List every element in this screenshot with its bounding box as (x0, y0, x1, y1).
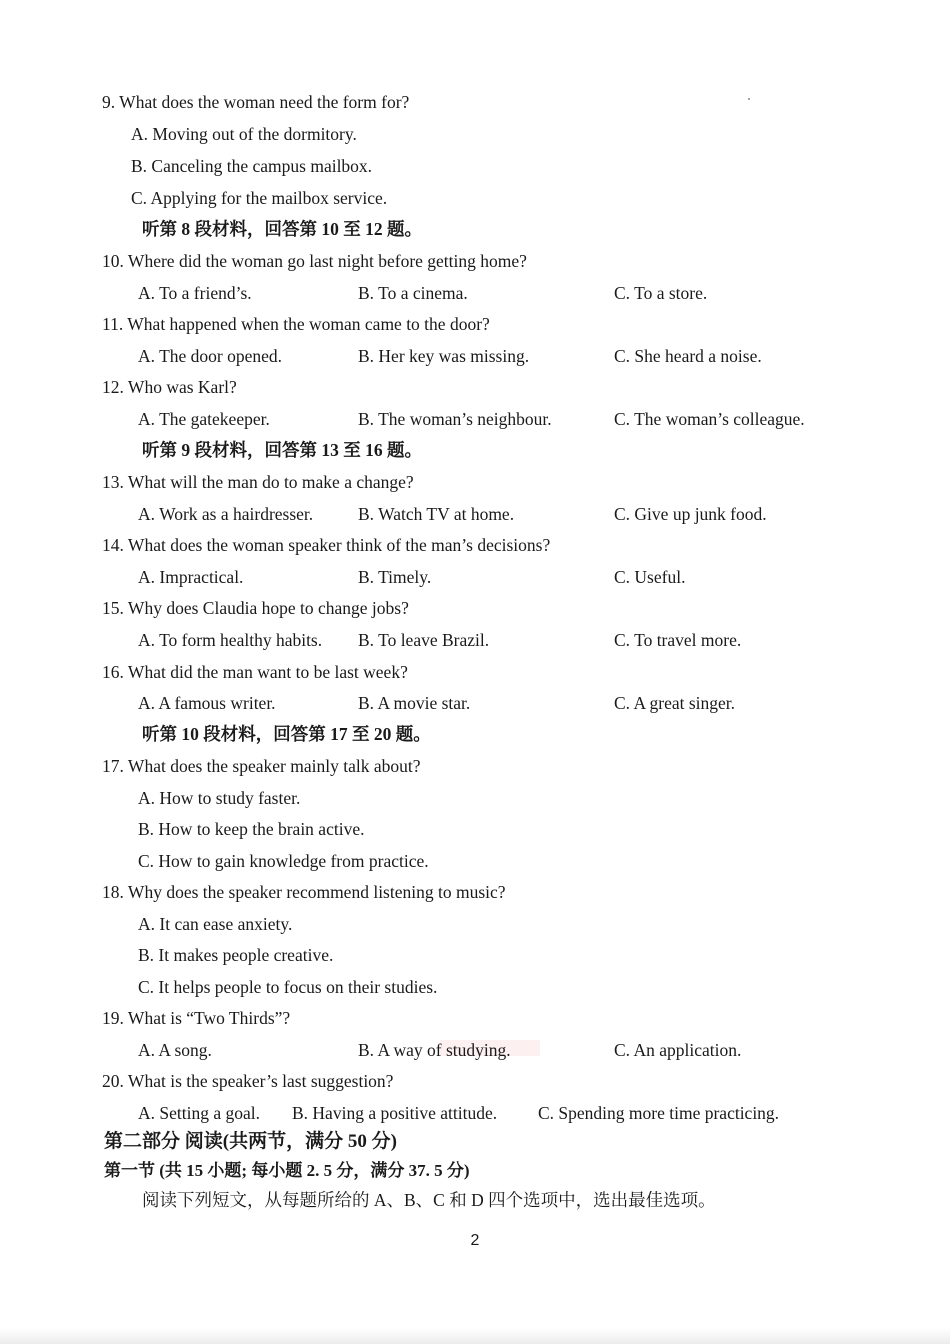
q16-option-b: B. A movie star. (358, 693, 471, 713)
q14-option-a: A. Impractical. (138, 567, 244, 587)
q15-option-c: C. To travel more. (614, 630, 742, 650)
q13-option-b: B. Watch TV at home. (358, 504, 515, 524)
q19-option-a: A. A song. (138, 1040, 212, 1060)
q11-option-a: A. The door opened. (138, 346, 283, 366)
q19-option-c: C. An application. (614, 1040, 742, 1060)
q12-option-b: B. The woman’s neighbour. (358, 409, 552, 429)
question-15: 15. Why does Claudia hope to change jobs? (102, 598, 409, 618)
q10-option-b: B. To a cinema. (358, 283, 468, 303)
question-11: 11. What happened when the woman came to the door? (102, 314, 490, 334)
question-16: 16. What did the man want to be last week? (102, 662, 408, 682)
q9-option-b: B. Canceling the campus mailbox. (131, 156, 373, 176)
q18-option-b: B. It makes people creative. (138, 945, 334, 965)
q12-option-a: A. The gatekeeper. (138, 409, 270, 429)
part-2-title: 第二部分 阅读(共两节，满分 50 分) (104, 1131, 397, 1152)
q9-option-c: C. Applying for the mailbox service. (131, 188, 388, 208)
question-13: 13. What will the man do to make a change? (102, 472, 414, 492)
question-10: 10. Where did the woman go last night before getting home? (102, 251, 527, 271)
q13-option-a: A. Work as a hairdresser. (138, 504, 314, 524)
q15-option-b: B. To leave Brazil. (358, 630, 490, 650)
q9-option-a: A. Moving out of the dormitory. (131, 124, 357, 144)
question-20: 20. What is the speaker’s last suggestion? (102, 1071, 394, 1091)
scan-speck (748, 98, 750, 100)
q20-option-b: B. Having a positive attitude. (292, 1103, 498, 1123)
q13-option-c: C. Give up junk food. (614, 504, 767, 524)
q11-option-b: B. Her key was missing. (358, 346, 530, 366)
question-19: 19. What is “Two Thirds”? (102, 1008, 291, 1028)
page-number: 2 (470, 1232, 480, 1249)
q15-option-a: A. To form healthy habits. (138, 630, 323, 650)
q10-option-a: A. To a friend’s. (138, 283, 252, 303)
q16-option-c: C. A great singer. (614, 693, 736, 713)
q16-option-a: A. A famous writer. (138, 693, 276, 713)
section-8-heading: 听第 8 段材料，回答第 10 至 12 题。 (142, 219, 422, 239)
section-9-heading: 听第 9 段材料，回答第 13 至 16 题。 (142, 440, 422, 460)
question-17: 17. What does the speaker mainly talk about? (102, 756, 421, 776)
question-14: 14. What does the woman speaker think of the man’s decisions? (102, 535, 551, 555)
scan-bottom-edge (0, 1328, 950, 1344)
part-2-section-1-title: 第一节 (共 15 小题; 每小题 2. 5 分，满分 37. 5 分) (104, 1161, 470, 1180)
q18-option-a: A. It can ease anxiety. (138, 914, 293, 934)
q14-option-b: B. Timely. (358, 567, 432, 587)
question-12: 12. Who was Karl? (102, 377, 237, 397)
q20-option-a: A. Setting a goal. (138, 1103, 260, 1123)
q17-option-a: A. How to study faster. (138, 788, 301, 808)
q10-option-c: C. To a store. (614, 283, 708, 303)
q17-option-c: C. How to gain knowledge from practice. (138, 851, 429, 871)
q20-option-c: C. Spending more time practicing. (538, 1103, 780, 1123)
q14-option-c: C. Useful. (614, 567, 686, 587)
q18-option-c: C. It helps people to focus on their studies. (138, 977, 438, 997)
question-18: 18. Why does the speaker recommend listening to music? (102, 882, 506, 902)
q11-option-c: C. She heard a noise. (614, 346, 762, 366)
q17-option-b: B. How to keep the brain active. (138, 819, 365, 839)
section-10-heading: 听第 10 段材料，回答第 17 至 20 题。 (142, 724, 431, 744)
question-9: 9. What does the woman need the form for? (102, 92, 410, 112)
q12-option-c: C. The woman’s colleague. (614, 409, 805, 429)
q19-option-b: B. A way of studying. (358, 1040, 511, 1060)
part-2-instruction: 阅读下列短文，从每题所给的 A、B、C 和 D 四个选项中，选出最佳选项。 (142, 1190, 716, 1210)
